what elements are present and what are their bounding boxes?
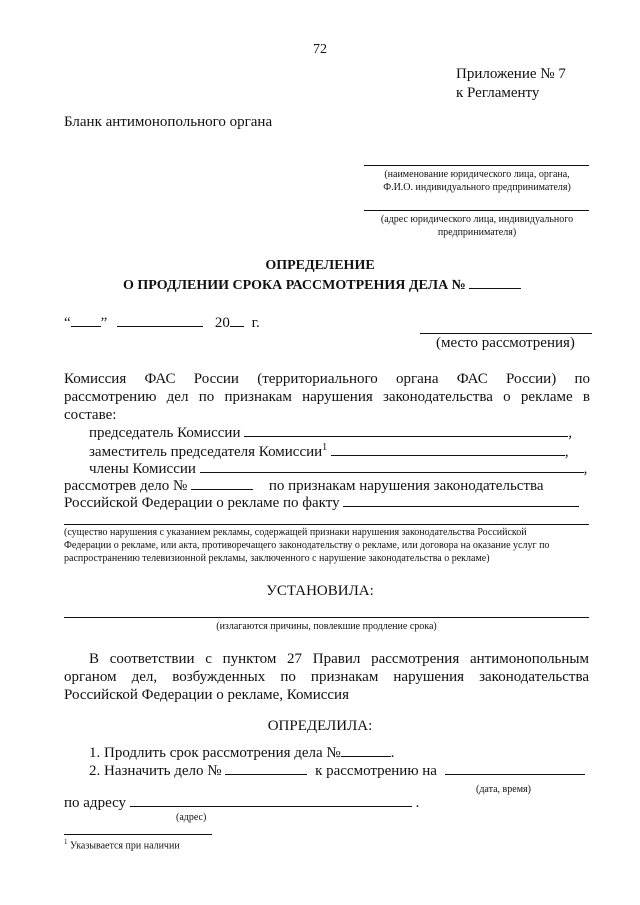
recipient-address-caption-2: предпринимателя) — [437, 227, 517, 238]
case-number-field[interactable] — [469, 276, 521, 289]
item-2-datetime-field[interactable] — [445, 762, 585, 775]
members-comma: , — [583, 461, 588, 477]
year-prefix: 20 — [214, 315, 230, 331]
item-2-text-a: 2. Назначить дело № — [89, 763, 222, 779]
according-line-1: В соответствии с пунктом 27 Правил рассмотрения антимонопольным — [89, 651, 589, 667]
essence-caption-1: (существо нарушения с указанием рекламы, содержащей признаки нарушения законодательства Российской — [64, 527, 527, 538]
datetime-caption: (дата, время) — [476, 784, 531, 795]
blank-label: Бланк антимонопольного органа — [64, 114, 273, 130]
address-caption: (адрес) — [176, 812, 207, 823]
reasons-caption: (излагаются причины, повлекшие продление срока) — [216, 621, 437, 632]
members-label: члены Комиссии — [89, 461, 196, 477]
address-label: по адресу — [64, 795, 127, 811]
according-line-3: Российской Федерации о рекламе, Комиссия — [64, 687, 349, 703]
appendix-line-2: к Регламенту — [456, 85, 540, 101]
footnote-mark: 1 — [64, 838, 68, 846]
address-field[interactable] — [130, 794, 412, 807]
considered-case-field[interactable] — [191, 477, 253, 490]
title-line-1: ОПРЕДЕЛЕНИЕ — [265, 258, 375, 273]
item-2-case-field[interactable] — [225, 762, 307, 775]
deputy-row — [89, 442, 569, 461]
commission-line-3: составе: — [64, 407, 117, 423]
item-1-text: 1. Продлить срок рассмотрения дела № — [89, 745, 341, 761]
date-line — [64, 314, 260, 332]
fact-row — [64, 494, 579, 512]
page-number: 72 — [313, 42, 327, 57]
footnote — [64, 838, 180, 851]
deputy-field[interactable] — [331, 443, 565, 456]
decided-heading: ОПРЕДЕЛИЛА: — [267, 718, 373, 734]
deputy-label: заместитель председателя Комиссии — [89, 444, 323, 460]
considered-label: рассмотрев дело № — [64, 478, 188, 494]
commission-line-2: рассмотрению дел по признакам нарушения законодательства о рекламе в — [64, 389, 590, 405]
day-field[interactable] — [71, 314, 101, 327]
year-field[interactable] — [230, 314, 244, 327]
essence-caption-3: распространению телевизионной рекламы, заключенного с нарушение законодательства о рекламе) — [64, 553, 490, 564]
recipient-address-line — [364, 210, 589, 211]
chairman-label: председатель Комиссии — [89, 425, 241, 441]
fact-field[interactable] — [343, 494, 579, 507]
month-field[interactable] — [117, 314, 203, 327]
place-line — [420, 333, 592, 334]
essence-line — [64, 524, 589, 525]
address-row — [64, 794, 419, 812]
title-text: О ПРОДЛЕНИИ СРОКА РАССМОТРЕНИЯ ДЕЛА № — [123, 278, 466, 293]
item-2-text-b: к рассмотрению на — [315, 763, 437, 779]
item-1-case-field[interactable] — [341, 744, 391, 757]
footnote-text: Указывается при наличии — [70, 840, 180, 852]
item-1 — [89, 744, 395, 762]
place-caption: (место рассмотрения) — [436, 335, 575, 351]
members-row — [89, 460, 587, 478]
essence-caption-2: Федерации о рекламе, или акта, противоречащего законодательству о рекламе, или договора на оказание услуг по — [64, 540, 550, 551]
members-field[interactable] — [200, 460, 584, 473]
item-2 — [89, 762, 585, 780]
appendix-line-1: Приложение № 7 — [456, 66, 566, 82]
according-line-2: органом дел, возбужденных по признакам нарушения законодательства — [64, 669, 589, 685]
recipient-address-caption-1: (адрес юридического лица, индивидуального — [380, 214, 574, 225]
chairman-row — [89, 424, 572, 442]
close-quote: ” — [100, 315, 108, 331]
item-1-end: . — [390, 745, 395, 761]
recipient-name-line — [364, 165, 589, 166]
chairman-comma: , — [568, 425, 572, 441]
year-suffix: г. — [251, 315, 260, 331]
fact-label: Российской Федерации о рекламе по факту — [64, 495, 340, 511]
established-heading: УСТАНОВИЛА: — [266, 583, 374, 599]
reasons-line — [64, 617, 589, 618]
open-quote: “ — [64, 315, 71, 331]
deputy-comma: , — [564, 444, 569, 460]
address-end: . — [415, 795, 420, 811]
footnote-separator — [64, 834, 212, 835]
title-line-2 — [123, 276, 521, 294]
recipient-name-caption-1: (наименование юридического лица, органа, — [384, 169, 570, 180]
recipient-name-caption-2: Ф.И.О. индивидуального предпринимателя) — [383, 182, 571, 193]
chairman-field[interactable] — [244, 424, 568, 437]
footnote-ref: 1 — [322, 442, 328, 453]
considered-row — [64, 477, 544, 495]
considered-text: по признакам нарушения законодательства — [268, 478, 544, 494]
commission-line-1: Комиссия ФАС России (территориального органа ФАС России) по — [64, 371, 590, 387]
